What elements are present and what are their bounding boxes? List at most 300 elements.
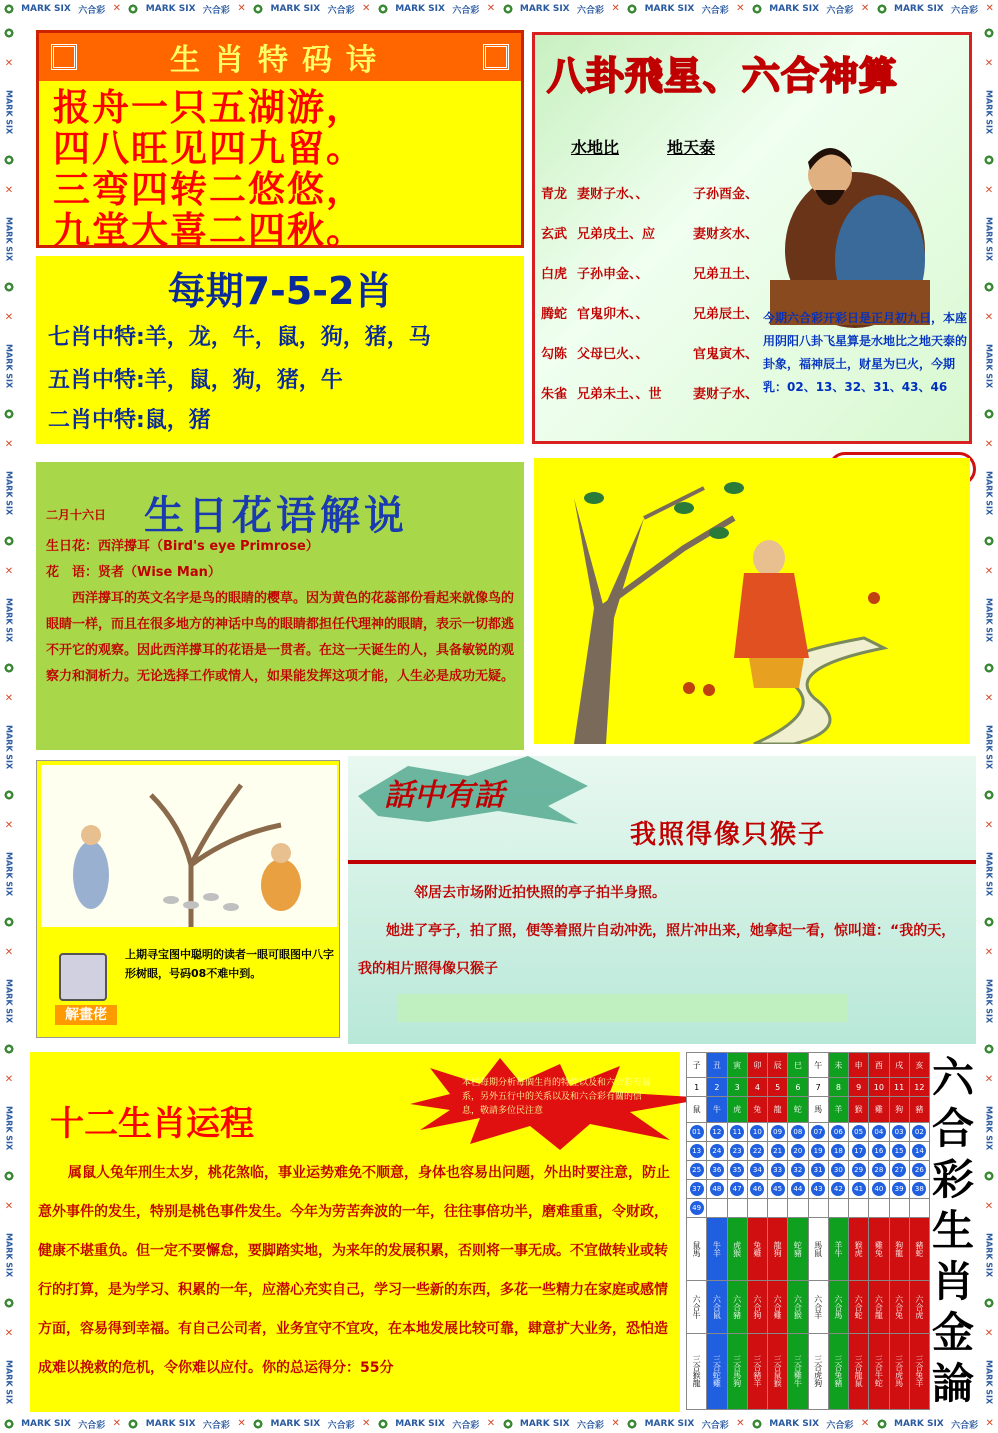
table-cell bbox=[768, 1122, 788, 1141]
poem-line: 三弯四转二悠悠， bbox=[53, 167, 365, 211]
table-cell: 六合蛇 bbox=[849, 1281, 869, 1334]
spirit-label: 腾蛇 bbox=[541, 307, 568, 322]
table-row bbox=[687, 1122, 930, 1141]
brand-text: MARK SIX bbox=[984, 979, 994, 1024]
brand-text: MARK SIX bbox=[984, 1233, 994, 1278]
table-cell: 六合兔 bbox=[889, 1281, 909, 1334]
cross-icon: ✕ bbox=[985, 3, 994, 14]
flower-icon bbox=[877, 1419, 887, 1429]
table-row bbox=[687, 1333, 930, 1409]
table-cell bbox=[869, 1141, 889, 1160]
puzzle-hint: 上期寻宝图中聪明的读者一眼可眼图中八字形树眼，号码08不难中到。 bbox=[125, 948, 334, 980]
number-ball: 02 bbox=[912, 1125, 926, 1139]
flower-icon bbox=[984, 1044, 994, 1054]
table-cell: 子 bbox=[687, 1053, 707, 1078]
table-cell bbox=[909, 1198, 929, 1217]
brand-text: MARK SIX bbox=[4, 852, 14, 897]
table-cell: 三合鼠猴 bbox=[768, 1333, 788, 1409]
brand-text: MARK SIX bbox=[644, 4, 695, 14]
line-right: 妻财亥水、 bbox=[693, 227, 759, 242]
number-ball: 11 bbox=[730, 1125, 744, 1139]
table-cell: 羊牛 bbox=[828, 1217, 848, 1280]
line-right: 兄弟辰土、 bbox=[693, 307, 759, 322]
number-ball: 37 bbox=[690, 1182, 704, 1196]
table-cell: 4 bbox=[747, 1078, 767, 1097]
cross-icon: ✕ bbox=[486, 3, 496, 14]
cross-icon: ✕ bbox=[237, 3, 246, 14]
line-left: 官鬼卯木、、 bbox=[577, 307, 649, 322]
flower-icon bbox=[752, 4, 762, 14]
cross-icon: ✕ bbox=[4, 58, 14, 70]
flower-icon bbox=[4, 663, 14, 673]
poem-line: 四八旺见四九留。 bbox=[53, 126, 365, 170]
table-cell bbox=[909, 1141, 929, 1160]
table-row bbox=[687, 1217, 930, 1280]
brand-text: MARK SIX bbox=[984, 725, 994, 770]
table-row bbox=[687, 1160, 930, 1179]
flower-icon bbox=[4, 1419, 14, 1429]
brand-text: MARK SIX bbox=[270, 1419, 321, 1429]
bagua-row bbox=[541, 303, 758, 322]
table-row bbox=[687, 1198, 930, 1217]
bagua-row bbox=[541, 263, 758, 282]
line-left: 兄弟未土、、世 bbox=[577, 387, 662, 402]
cross-icon: ✕ bbox=[486, 1418, 496, 1429]
number-ball: 01 bbox=[690, 1125, 704, 1139]
table-cell bbox=[707, 1160, 727, 1179]
bagua-row bbox=[541, 183, 758, 202]
table-row bbox=[687, 1078, 930, 1097]
table-cell: 龍狗 bbox=[768, 1217, 788, 1280]
brand-text: MARK SIX bbox=[21, 4, 71, 14]
table-cell bbox=[889, 1198, 909, 1217]
table-cell bbox=[869, 1122, 889, 1141]
table-cell: 9 bbox=[849, 1078, 869, 1097]
table-cell bbox=[727, 1160, 747, 1179]
top-border bbox=[0, 0, 998, 18]
bottom-border bbox=[0, 1415, 998, 1433]
right-border bbox=[980, 18, 998, 1415]
table-cell bbox=[687, 1160, 707, 1179]
number-ball: 46 bbox=[750, 1182, 764, 1196]
scholar-under-tree-image bbox=[534, 458, 970, 744]
table-cell: 虎 bbox=[727, 1097, 747, 1122]
square-icon bbox=[51, 44, 77, 70]
poem-title: 生肖特码诗 bbox=[170, 43, 390, 78]
cross-icon: ✕ bbox=[860, 1418, 870, 1429]
line-left: 子孙申金、、 bbox=[577, 267, 649, 282]
table-cell: 三合豬羊 bbox=[747, 1333, 767, 1409]
cross-icon: ✕ bbox=[4, 185, 14, 197]
brand-text-cn: 六合彩 bbox=[951, 5, 979, 16]
title-char: 彩 bbox=[931, 1154, 974, 1204]
flower-icon bbox=[128, 1419, 138, 1429]
flower-icon bbox=[4, 409, 14, 419]
brand-text: MARK SIX bbox=[984, 344, 994, 389]
number-ball: 20 bbox=[791, 1144, 805, 1158]
table-cell bbox=[808, 1141, 828, 1160]
table-cell: 三合馬狗 bbox=[727, 1333, 747, 1409]
cross-icon: ✕ bbox=[984, 312, 994, 324]
brand-text: MARK SIX bbox=[984, 1359, 994, 1405]
table-cell: 三合牛蛇 bbox=[869, 1333, 889, 1409]
flower-icon bbox=[984, 536, 994, 546]
flower-icon bbox=[627, 1419, 637, 1429]
line-right: 官鬼寅木、 bbox=[693, 347, 759, 362]
table-cell: 六合狗 bbox=[747, 1281, 767, 1334]
sage-figure-image bbox=[760, 130, 935, 330]
number-ball: 40 bbox=[872, 1182, 886, 1196]
cross-icon: ✕ bbox=[4, 566, 14, 578]
table-cell bbox=[707, 1141, 727, 1160]
cross-icon: ✕ bbox=[4, 820, 14, 832]
table-cell bbox=[768, 1160, 788, 1179]
table-cell bbox=[849, 1141, 869, 1160]
line-right: 妻财子水、 bbox=[693, 387, 759, 402]
table-cell: 三合兔羊 bbox=[909, 1333, 929, 1409]
zodiac-title: 每期7-5-2肖 bbox=[167, 269, 393, 313]
cross-icon: ✕ bbox=[984, 185, 994, 197]
table-cell bbox=[687, 1198, 707, 1217]
puzzle-panel bbox=[36, 760, 340, 1038]
brand-text: MARK SIX bbox=[984, 1106, 994, 1151]
brand-text: MARK SIX bbox=[984, 90, 994, 135]
table-cell: 卯 bbox=[747, 1053, 767, 1078]
table-cell: 巳 bbox=[788, 1053, 808, 1078]
title-char: 金 bbox=[931, 1308, 974, 1358]
title-char: 肖 bbox=[931, 1257, 974, 1307]
joke-paragraph: 她进了亭子，拍了照，便等着照片自动冲洗，照片冲出来，她拿起一看，惊叫道：“我的天，我的相片照得像只猴子 bbox=[358, 923, 956, 977]
brand-text-cn: 六合彩 bbox=[202, 1420, 230, 1431]
number-ball: 21 bbox=[771, 1144, 785, 1158]
cross-icon: ✕ bbox=[4, 947, 14, 959]
brand-text-cn: 六合彩 bbox=[327, 1420, 355, 1431]
table-cell: 六合猴 bbox=[788, 1281, 808, 1334]
birthday-flower-panel bbox=[36, 462, 524, 750]
table-cell: 兔 bbox=[747, 1097, 767, 1122]
table-cell: 豬 bbox=[909, 1097, 929, 1122]
table-cell: 三合兔豬 bbox=[828, 1333, 848, 1409]
brand-text: MARK SIX bbox=[4, 1106, 14, 1151]
table-cell bbox=[808, 1198, 828, 1217]
table-cell bbox=[788, 1160, 808, 1179]
table-cell bbox=[828, 1179, 848, 1198]
spirit-label: 玄武 bbox=[541, 227, 568, 242]
five-picks: 五肖中特:羊，鼠，狗，猪，牛 bbox=[48, 368, 343, 393]
brand-text-cn: 六合彩 bbox=[202, 5, 230, 16]
table-cell: 豬蛇 bbox=[909, 1217, 929, 1280]
table-cell bbox=[889, 1160, 909, 1179]
brand-text-cn: 六合彩 bbox=[701, 1420, 729, 1431]
brand-text-cn: 六合彩 bbox=[452, 5, 480, 16]
brand-text: MARK SIX bbox=[4, 1359, 14, 1405]
line-left: 妻财子水、、 bbox=[577, 187, 649, 202]
joke-panel bbox=[348, 756, 976, 1044]
brand-text: MARK SIX bbox=[984, 217, 994, 262]
cross-icon: ✕ bbox=[736, 1418, 745, 1429]
table-cell bbox=[869, 1198, 889, 1217]
solution-button[interactable]: 解畫佬 bbox=[55, 1005, 117, 1025]
brand-text-cn: 六合彩 bbox=[701, 5, 729, 16]
table-cell bbox=[808, 1179, 828, 1198]
table-cell: 馬鼠 bbox=[808, 1217, 828, 1280]
table-cell: 六合馬 bbox=[828, 1281, 848, 1334]
flower-icon bbox=[503, 1419, 513, 1429]
number-ball: 28 bbox=[872, 1163, 886, 1177]
brand-text: MARK SIX bbox=[395, 1419, 445, 1429]
number-ball: 22 bbox=[750, 1144, 764, 1158]
number-ball: 07 bbox=[811, 1125, 825, 1139]
table-cell: 3 bbox=[727, 1078, 747, 1097]
number-ball: 10 bbox=[750, 1125, 764, 1139]
table-cell: 鼠馬 bbox=[687, 1217, 707, 1280]
table-cell: 羊 bbox=[828, 1097, 848, 1122]
flower-icon bbox=[4, 1298, 14, 1308]
brand-text: MARK SIX bbox=[270, 4, 321, 14]
two-picks: 二肖中特:鼠，猪 bbox=[48, 408, 211, 433]
fortune-title: 十二生肖运程 bbox=[50, 1104, 254, 1144]
flower-name: 生日花：西洋撐耳（Bird's eye Primrose） bbox=[46, 539, 319, 554]
cross-icon: ✕ bbox=[112, 1418, 121, 1429]
joke-tag: 話中有話 bbox=[384, 778, 504, 813]
table-cell bbox=[747, 1179, 767, 1198]
brand-text: MARK SIX bbox=[145, 1419, 196, 1429]
cross-icon: ✕ bbox=[4, 439, 14, 451]
table-cell bbox=[909, 1122, 929, 1141]
number-ball: 47 bbox=[730, 1182, 744, 1196]
table-cell: 辰 bbox=[768, 1053, 788, 1078]
table-cell: 三合龍鼠 bbox=[849, 1333, 869, 1409]
table-cell bbox=[747, 1160, 767, 1179]
brand-text: MARK SIX bbox=[984, 598, 994, 643]
number-ball: 05 bbox=[852, 1125, 866, 1139]
cross-icon: ✕ bbox=[4, 312, 14, 324]
brand-text: MARK SIX bbox=[4, 1233, 14, 1278]
table-cell: 猴虎 bbox=[849, 1217, 869, 1280]
brand-text-cn: 六合彩 bbox=[78, 5, 106, 16]
table-cell bbox=[707, 1179, 727, 1198]
title-char: 論 bbox=[931, 1359, 974, 1409]
table-row bbox=[687, 1053, 930, 1078]
table-cell bbox=[747, 1141, 767, 1160]
flower-icon bbox=[752, 1419, 762, 1429]
table-cell bbox=[707, 1198, 727, 1217]
cross-icon: ✕ bbox=[4, 1074, 14, 1086]
brand-text: MARK SIX bbox=[984, 471, 994, 516]
table-cell: 酉 bbox=[869, 1053, 889, 1078]
brand-text: MARK SIX bbox=[21, 1419, 71, 1429]
flower-icon bbox=[4, 4, 14, 14]
table-cell bbox=[869, 1160, 889, 1179]
poem-line: 九堂大喜二四秋。 bbox=[53, 208, 365, 252]
table-cell: 亥 bbox=[909, 1053, 929, 1078]
number-ball: 33 bbox=[771, 1163, 785, 1177]
flower-icon bbox=[984, 282, 994, 292]
table-cell: 戌 bbox=[889, 1053, 909, 1078]
brand-text-cn: 六合彩 bbox=[826, 1420, 854, 1431]
table-cell: 未 bbox=[828, 1053, 848, 1078]
line-right: 子孙酉金、 bbox=[693, 187, 759, 202]
table-cell: 虎猴 bbox=[727, 1217, 747, 1280]
table-cell: 六合豬 bbox=[727, 1281, 747, 1334]
flower-title: 生日花语解说 bbox=[144, 492, 408, 539]
brand-text: MARK SIX bbox=[4, 344, 14, 389]
table-cell bbox=[849, 1198, 869, 1217]
number-ball: 29 bbox=[852, 1163, 866, 1177]
table-cell bbox=[747, 1198, 767, 1217]
flower-icon bbox=[378, 4, 388, 14]
table-cell: 丑 bbox=[707, 1053, 727, 1078]
flower-icon bbox=[984, 663, 994, 673]
scholar-illustration bbox=[534, 458, 970, 744]
number-ball: 34 bbox=[750, 1163, 764, 1177]
puzzle-image bbox=[41, 765, 337, 927]
cross-icon: ✕ bbox=[736, 3, 745, 14]
table-row bbox=[687, 1141, 930, 1160]
number-ball: 30 bbox=[831, 1163, 845, 1177]
table-cell bbox=[808, 1160, 828, 1179]
table-cell: 六合牛 bbox=[687, 1281, 707, 1334]
cross-icon: ✕ bbox=[985, 1418, 994, 1429]
number-ball: 06 bbox=[831, 1125, 845, 1139]
table-cell bbox=[727, 1141, 747, 1160]
flower-icon bbox=[253, 1419, 263, 1429]
brand-text: MARK SIX bbox=[4, 471, 14, 516]
brand-text: MARK SIX bbox=[769, 1419, 820, 1429]
number-ball: 17 bbox=[852, 1144, 866, 1158]
flower-icon bbox=[984, 1171, 994, 1181]
table-cell: 六合鼠 bbox=[707, 1281, 727, 1334]
table-cell bbox=[889, 1122, 909, 1141]
flower-icon bbox=[4, 790, 14, 800]
starburst-text: 本栏每期分析每個生肖的特性以及和六合彩有關系，另外五行中的关系以及和六合彩有關的信息，敬請多位民注意 bbox=[462, 1078, 652, 1116]
cross-icon: ✕ bbox=[237, 1418, 246, 1429]
table-cell: 龍 bbox=[768, 1097, 788, 1122]
cross-icon: ✕ bbox=[611, 1418, 620, 1429]
poem-header bbox=[39, 33, 521, 81]
bagua-info: 今期六合彩开彩日是正月初九日，本座用阴阳八卦飞星算是水地比之地天泰的卦象，福神辰土，财星为巳火，今期乳：02、13、32、31、43、46 bbox=[763, 311, 968, 394]
table-cell bbox=[768, 1179, 788, 1198]
table-cell: 三合蛇雞 bbox=[707, 1333, 727, 1409]
table-cell bbox=[727, 1198, 747, 1217]
brand-text: MARK SIX bbox=[4, 90, 14, 135]
cross-icon: ✕ bbox=[362, 3, 371, 14]
bagua-row bbox=[541, 383, 758, 402]
table-cell: 10 bbox=[869, 1078, 889, 1097]
bagua-row bbox=[541, 223, 758, 242]
cross-icon: ✕ bbox=[984, 947, 994, 959]
table-cell: 六合虎 bbox=[909, 1281, 929, 1334]
table-cell bbox=[768, 1198, 788, 1217]
table-cell bbox=[687, 1179, 707, 1198]
table-cell bbox=[727, 1122, 747, 1141]
brand-text-cn: 六合彩 bbox=[951, 1420, 979, 1431]
table-cell bbox=[849, 1122, 869, 1141]
number-ball: 26 bbox=[912, 1163, 926, 1177]
number-ball: 48 bbox=[710, 1182, 724, 1196]
table-cell bbox=[909, 1179, 929, 1198]
table-cell bbox=[707, 1122, 727, 1141]
seven-picks: 七肖中特:羊，龙，牛，鼠，狗，猪，马 bbox=[48, 325, 431, 350]
cross-icon: ✕ bbox=[984, 439, 994, 451]
number-ball: 38 bbox=[912, 1182, 926, 1196]
table-cell: 六合羊 bbox=[808, 1281, 828, 1334]
number-ball: 35 bbox=[730, 1163, 744, 1177]
flower-icon bbox=[627, 4, 637, 14]
table-cell: 六合雞 bbox=[768, 1281, 788, 1334]
title-char: 合 bbox=[931, 1103, 974, 1153]
flower-description: 西洋撐耳的英文名字是鸟的眼睛的樱草。因为黄色的花蕊部份看起来就像鸟的眼睛一样，而且在很多地方的神话中鸟的眼睛都担任代理神的眼睛，表示一切都逃不开它的观察。因此西洋撐耳的花语是一贯者。在这一天诞生的人，具备敏锐的观察力和洞析力。无论选择工作或情人，如果能发挥这项才能，人生必是成功无疑。 bbox=[46, 591, 515, 684]
table-cell: 猴 bbox=[849, 1097, 869, 1122]
brand-text-cn: 六合彩 bbox=[327, 5, 355, 16]
cross-icon: ✕ bbox=[984, 1201, 994, 1213]
table-cell bbox=[828, 1198, 848, 1217]
brand-text: MARK SIX bbox=[145, 4, 196, 14]
line-right: 兄弟丑土、 bbox=[693, 267, 759, 282]
table-cell bbox=[828, 1122, 848, 1141]
cross-icon: ✕ bbox=[984, 693, 994, 705]
brand-text-cn: 六合彩 bbox=[78, 1420, 106, 1431]
fortune-body: 属鼠人兔年刑生太岁，桃花煞临，事业运势难免不顺意，身体也容易出问题，外出时要注意，防止意外事件的发生，特别是桃色事件发生。今年为劳苦奔波的一年，往往事倍功半，磨难重重，令财政，健康不堪重负。但一定不要懈怠，要脚踏实地，为来年的发展积累，否则将一事无成。不宜做转业或转行的打算，是为学习、积累的一年，应潜心充实自己，学习一些新的东西，多花一些精力在家庭或感情方面，容易得到幸福。有自己公司者，业务宜守不宜攻，在本地发展比较可靠，肆意扩大业务，恐怕造成难以挽救的危机，令你难以应付。你的总运得分：55分 bbox=[38, 1165, 670, 1376]
flower-icon bbox=[378, 1419, 388, 1429]
number-ball: 32 bbox=[791, 1163, 805, 1177]
flower-icon bbox=[4, 536, 14, 546]
flower-icon bbox=[4, 28, 14, 38]
decor-bar bbox=[398, 994, 848, 1022]
table-cell bbox=[768, 1141, 788, 1160]
brand-text: MARK SIX bbox=[4, 725, 14, 770]
puzzle-icon bbox=[59, 953, 107, 1001]
table-cell: 1 bbox=[687, 1078, 707, 1097]
table-cell: 12 bbox=[909, 1078, 929, 1097]
cross-icon: ✕ bbox=[984, 1328, 994, 1340]
flower-icon bbox=[984, 409, 994, 419]
cross-icon: ✕ bbox=[984, 820, 994, 832]
table-cell bbox=[828, 1160, 848, 1179]
flower-date: 二月十六日 bbox=[46, 508, 107, 522]
table-cell bbox=[788, 1198, 808, 1217]
number-ball: 16 bbox=[872, 1144, 886, 1158]
brand-text-cn: 六合彩 bbox=[577, 5, 605, 16]
title-char: 生 bbox=[931, 1205, 974, 1255]
number-ball: 44 bbox=[791, 1182, 805, 1196]
hexagram-left: 水地比 bbox=[571, 138, 620, 157]
flower-icon bbox=[4, 282, 14, 292]
joke-title: 我照得像只猴子 bbox=[630, 820, 827, 850]
cross-icon: ✕ bbox=[112, 3, 121, 14]
table-cell bbox=[849, 1160, 869, 1179]
poem-line: 报舟一只五湖游， bbox=[53, 85, 365, 129]
spirit-label: 白虎 bbox=[541, 267, 568, 282]
title-char: 六 bbox=[931, 1052, 974, 1102]
flower-icon bbox=[877, 4, 887, 14]
table-cell: 兔雞 bbox=[747, 1217, 767, 1280]
brand-text: MARK SIX bbox=[4, 217, 14, 262]
flower-meaning: 花 语：贤者（Wise Man） bbox=[46, 565, 221, 580]
table-cell: 11 bbox=[889, 1078, 909, 1097]
brand-text: MARK SIX bbox=[894, 1419, 944, 1429]
fortune-panel bbox=[30, 1052, 680, 1412]
table-cell: 狗 bbox=[889, 1097, 909, 1122]
flower-icon bbox=[984, 917, 994, 927]
bagua-title: 八卦飛星、六合神算 bbox=[547, 53, 899, 98]
number-ball: 25 bbox=[690, 1163, 704, 1177]
flower-icon bbox=[984, 790, 994, 800]
line-left: 兄弟戌土、应 bbox=[577, 227, 656, 242]
number-ball: 14 bbox=[912, 1144, 926, 1158]
table-cell: 狗龍 bbox=[889, 1217, 909, 1280]
table-cell: 2 bbox=[707, 1078, 727, 1097]
